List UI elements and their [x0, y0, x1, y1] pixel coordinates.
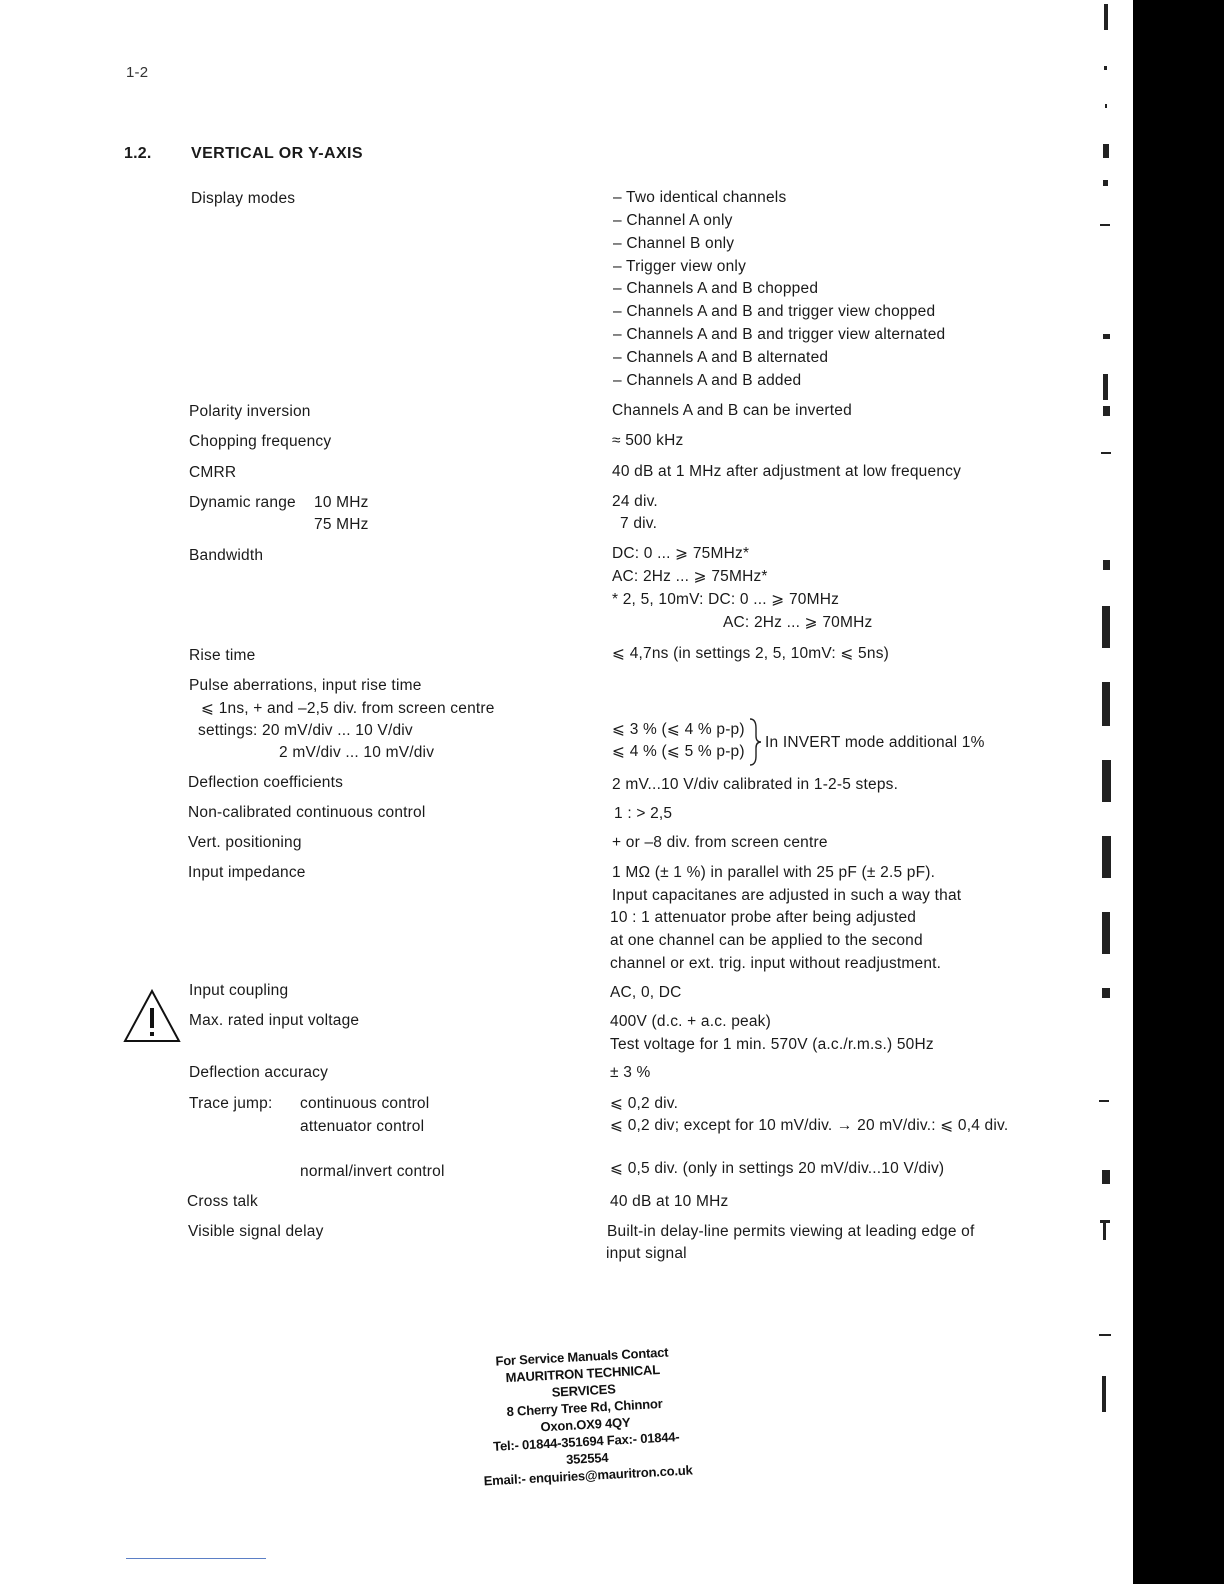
value-accuracy: ± 3 % — [610, 1064, 651, 1081]
impedance-line: 1 MΩ (± 1 %) in parallel with 25 pF (± 2.5 pF). — [612, 864, 936, 881]
trace-jump-control: normal/invert control — [300, 1163, 445, 1180]
impedance-line: at one channel can be applied to the second — [610, 932, 923, 949]
value-pulse-1: ⩽ 3 % (⩽ 4 % p-p) — [612, 721, 745, 738]
value-trace-jump-1: ⩽ 0,2 div. — [610, 1095, 679, 1112]
service-contact-stamp — [477, 1343, 694, 1490]
label-impedance: Input impedance — [188, 864, 306, 881]
label-pulse: ⩽ 1ns, + and –2,5 div. from screen centre — [201, 700, 495, 717]
warning-icon — [122, 988, 182, 1044]
label-max-input: Max. rated input voltage — [189, 1012, 360, 1029]
value-deflection: 2 mV...10 V/div calibrated in 1-2-5 steps. — [612, 776, 899, 793]
value-chopping: ≈ 500 kHz — [612, 432, 684, 449]
bandwidth-line: * 2, 5, 10mV: DC: 0 ... ⩾ 70MHz — [612, 591, 840, 608]
label-bandwidth: Bandwidth — [189, 547, 264, 564]
impedance-line: 10 : 1 attenuator probe after being adjusted — [610, 909, 917, 926]
value-noncal: 1 : > 2,5 — [614, 805, 673, 822]
dynamic-freq-2: 75 MHz — [314, 516, 369, 533]
value-rise-time: ⩽ 4,7ns (in settings 2, 5, 10mV: ⩽ 5ns) — [612, 645, 890, 662]
value-signal-delay-1: Built-in delay-line permits viewing at leading edge of — [607, 1223, 975, 1240]
label-polarity: Polarity inversion — [189, 403, 311, 420]
stamp-line: Oxon.OX9 4QY — [540, 1414, 631, 1435]
display-mode-item: – Channels A and B chopped — [613, 280, 819, 297]
stamp-line: MAURITRON TECHNICAL SERVICES — [505, 1362, 661, 1400]
value-coupling: AC, 0, DC — [610, 984, 682, 1001]
scan-border — [1133, 0, 1224, 1584]
impedance-line: Input capacitanes are adjusted in such a way that — [612, 887, 962, 904]
impedance-line: channel or ext. trig. input without readjustment. — [610, 955, 942, 972]
label-pulse: 2 mV/div ... 10 mV/div — [279, 744, 435, 761]
dynamic-freq-1: 10 MHz — [314, 494, 369, 511]
value-pulse-2: ⩽ 4 % (⩽ 5 % p-p) — [612, 743, 745, 760]
label-vert-pos: Vert. positioning — [188, 834, 302, 851]
value-dynamic-2: 7 div. — [620, 515, 658, 532]
stamp-line: Email:- enquiries@mauritron.co.uk — [483, 1462, 693, 1489]
display-mode-item: – Trigger view only — [613, 258, 747, 275]
display-mode-item: – Channel B only — [613, 235, 735, 252]
label-crosstalk: Cross talk — [187, 1193, 258, 1210]
label-pulse: settings: 20 mV/div ... 10 V/div — [198, 722, 413, 739]
trace-jump-control: attenuator control — [300, 1118, 425, 1135]
value-polarity: Channels A and B can be inverted — [612, 402, 852, 419]
label-cmrr: CMRR — [189, 464, 237, 481]
footer-rule — [126, 1558, 266, 1559]
section-number: 1.2. — [124, 145, 152, 162]
value-max-input-2: Test voltage for 1 min. 570V (a.c./r.m.s.) 50Hz — [610, 1036, 934, 1053]
display-mode-item: – Channels A and B and trigger view alternated — [613, 326, 946, 343]
value-max-input-1: 400V (d.c. + a.c. peak) — [610, 1013, 771, 1030]
label-dynamic-range: Dynamic range — [189, 494, 296, 511]
scan-edge-marks — [1094, 0, 1124, 1584]
value-dynamic-1: 24 div. — [612, 493, 658, 510]
trace-jump-control: continuous control — [300, 1095, 430, 1112]
value-trace-jump-2: ⩽ 0,2 div; except for 10 mV/div. → 20 mV/div.: ⩽ 0,4 div. — [610, 1117, 1009, 1134]
label-deflection: Deflection coefficients — [188, 774, 344, 791]
display-mode-item: – Channel A only — [613, 212, 733, 229]
bandwidth-line: DC: 0 ... ⩾ 75MHz* — [612, 545, 750, 562]
label-display-modes: Display modes — [191, 190, 296, 207]
stamp-line: For Service Manuals Contact — [495, 1344, 669, 1369]
bandwidth-line: AC: 2Hz ... ⩾ 75MHz* — [612, 568, 768, 585]
stamp-line: Tel:- 01844-351694 Fax:- 01844-352554 — [492, 1429, 680, 1468]
label-pulse: Pulse aberrations, input rise time — [189, 677, 422, 694]
label-rise-time: Rise time — [189, 647, 256, 664]
label-coupling: Input coupling — [189, 982, 289, 999]
bandwidth-line: AC: 2Hz ... ⩾ 70MHz — [723, 614, 873, 631]
display-mode-item: – Channels A and B alternated — [613, 349, 829, 366]
display-mode-item: – Channels A and B and trigger view chopped — [613, 303, 936, 320]
value-cmrr: 40 dB at 1 MHz after adjustment at low frequency — [612, 463, 962, 480]
page-number: 1-2 — [126, 64, 149, 81]
label-signal-delay: Visible signal delay — [188, 1223, 324, 1240]
brace-icon — [748, 718, 762, 766]
display-mode-item: – Channels A and B added — [613, 372, 802, 389]
label-accuracy: Deflection accuracy — [189, 1064, 329, 1081]
section-title: VERTICAL OR Y-AXIS — [191, 145, 363, 162]
label-trace-jump: Trace jump: — [189, 1095, 273, 1112]
label-chopping: Chopping frequency — [189, 433, 332, 450]
value-pulse-note: In INVERT mode additional 1% — [765, 734, 985, 751]
value-trace-jump-3: ⩽ 0,5 div. (only in settings 20 mV/div...10 V/div) — [610, 1160, 945, 1177]
value-signal-delay-2: input signal — [606, 1245, 687, 1262]
value-crosstalk: 40 dB at 10 MHz — [610, 1193, 729, 1210]
stamp-line: 8 Cherry Tree Rd, Chinnor — [506, 1395, 663, 1420]
display-mode-item: – Two identical channels — [613, 189, 787, 206]
value-vert-pos: + or –8 div. from screen centre — [612, 834, 828, 851]
label-noncal: Non-calibrated continuous control — [188, 804, 426, 821]
